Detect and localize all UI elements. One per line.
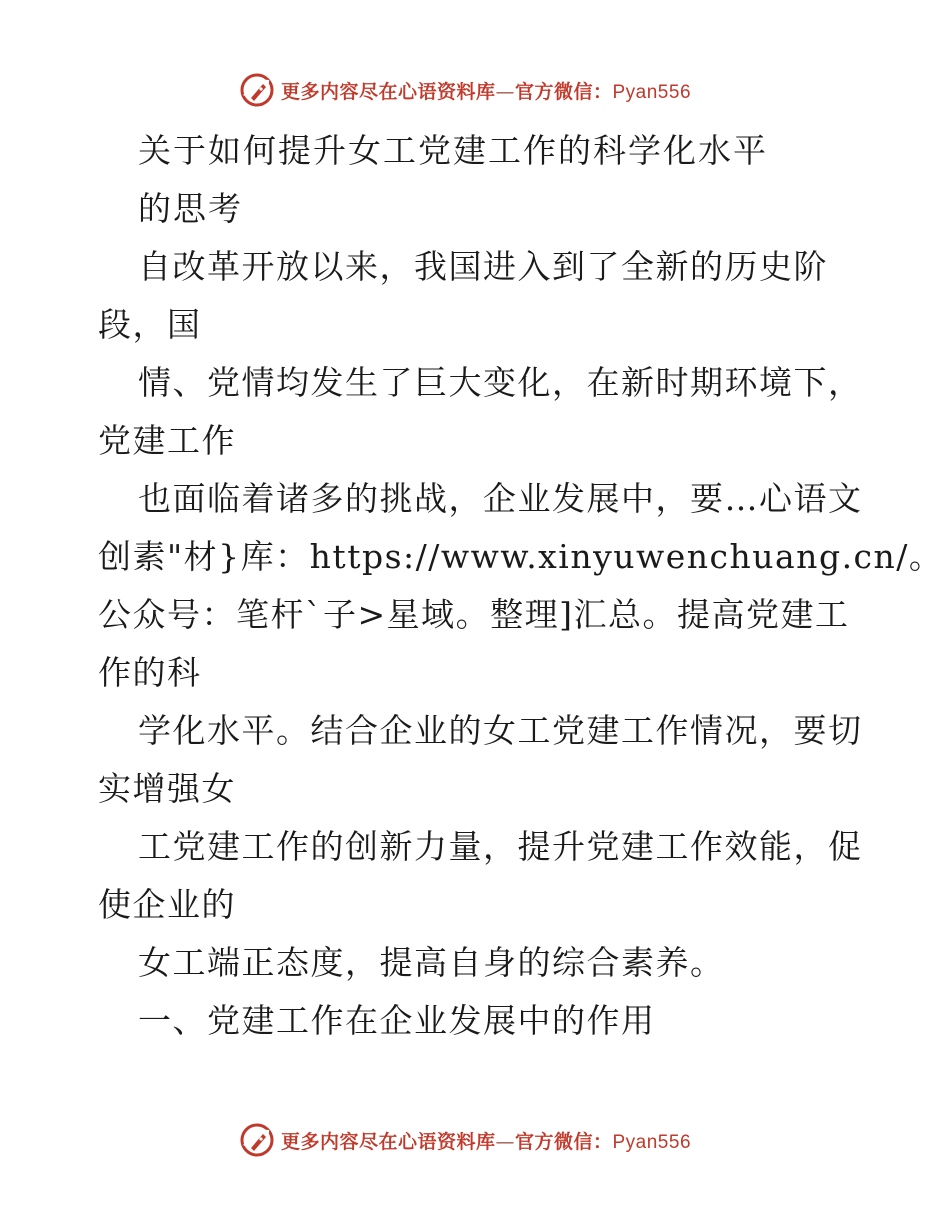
paragraph-line: 自改革开放以来，我国进入到了全新的历史阶: [138, 247, 828, 286]
watermark-dash: —: [495, 1130, 515, 1153]
paragraph-line: 段，国: [98, 305, 202, 344]
footer-watermark-banner: [0, 1120, 950, 1160]
paragraph-line: 女工端正态度，提高自身的综合素养。: [138, 943, 725, 982]
header-watermark-inner: [239, 72, 691, 108]
watermark-wechat-id: Pyan556: [612, 81, 692, 103]
paragraph-line: 也面临着诸多的挑战，企业发展中，要…心语文: [138, 479, 863, 518]
section-heading: 一、党建工作在企业发展中的作用: [138, 1001, 656, 1040]
header-watermark-banner: [0, 70, 950, 110]
pen-nib-swirl-icon: [239, 72, 275, 108]
paragraph-line: 学化水平。结合企业的女工党建工作情况，要切: [138, 711, 863, 750]
watermark-wechat-label: 官方微信：: [514, 1130, 613, 1153]
pen-nib-swirl-icon: [239, 1122, 275, 1158]
watermark-text: [281, 1127, 691, 1154]
paragraph-line: 工党建工作的创新力量，提升党建工作效能，促: [138, 827, 863, 866]
paragraph-line: 实增强女: [98, 769, 236, 808]
document-body: [98, 122, 944, 1050]
watermark-main-text: 更多内容尽在心语资料库: [280, 80, 496, 103]
footer-watermark-inner: [239, 1122, 691, 1158]
document-title-line-1: 关于如何提升女工党建工作的科学化水平: [138, 131, 768, 170]
watermark-text: [281, 77, 691, 104]
watermark-main-text: 更多内容尽在心语资料库: [280, 1130, 496, 1153]
watermark-dash: —: [495, 80, 515, 103]
paragraph-line: 作的科: [98, 653, 202, 692]
paragraph-line: 公众号：笔杆`子>星域。整理]汇总。提高党建工: [98, 595, 850, 634]
document-title-line-2: 的思考: [138, 189, 243, 228]
watermark-wechat-id: Pyan556: [612, 1131, 692, 1153]
paragraph-line: 党建工作: [98, 421, 236, 460]
paragraph-line: 使企业的: [98, 885, 236, 924]
paragraph-line: 情、党情均发生了巨大变化，在新时期环境下，: [138, 363, 863, 402]
paragraph-line-url: 创素"材}库：https://www.xinyuwenchuang.cn/。: [98, 537, 944, 576]
watermark-wechat-label: 官方微信：: [514, 80, 613, 103]
